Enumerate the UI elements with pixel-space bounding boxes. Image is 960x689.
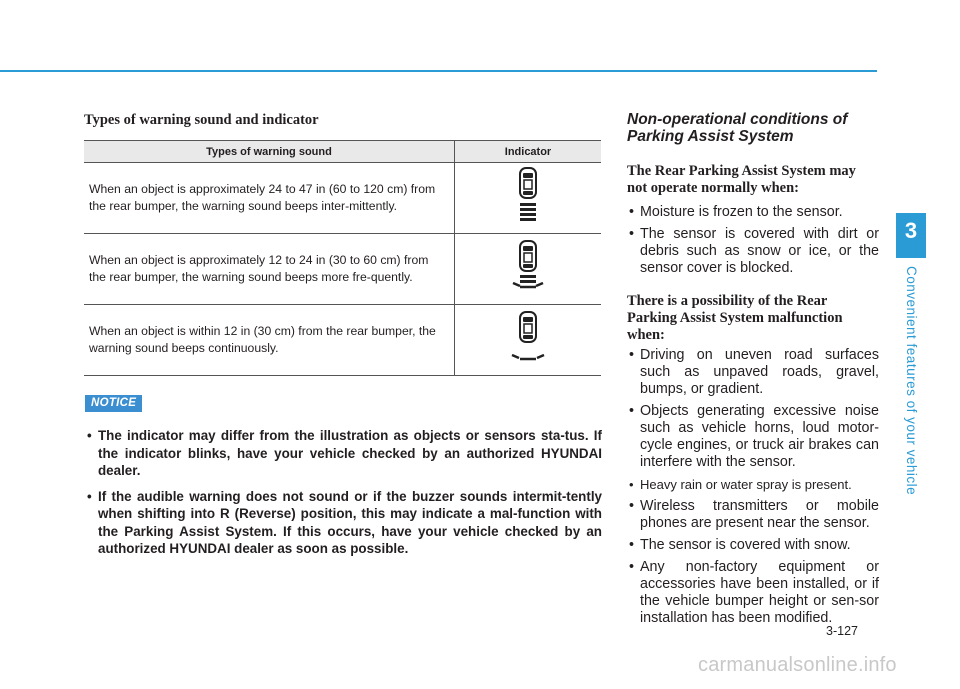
top-rule xyxy=(0,70,877,72)
indicator-cell xyxy=(455,234,602,305)
indicator-cell xyxy=(455,163,602,234)
condition-list xyxy=(627,204,879,277)
car-rear-sensor-stage3-icon xyxy=(508,310,548,366)
warning-table xyxy=(84,140,601,376)
chapter-number: 3 xyxy=(904,218,918,243)
malfunction-list xyxy=(627,347,879,627)
section-title: Types of warning sound and indicator xyxy=(84,112,319,128)
warning-sound-text: When an object is approximately 24 to 47 in (60 to 120 cm) from the rear bumper, the warning sound beeps inter-mittently. xyxy=(84,163,455,234)
list-item: • Driving on uneven road surfaces such as unpaved roads, gravel, bumps, or gradient. xyxy=(627,347,879,398)
watermark: carmanualsonline.info xyxy=(698,654,897,676)
list-item: • The sensor is covered with snow. xyxy=(627,537,879,554)
column-header-sound: Types of warning sound xyxy=(84,141,455,163)
column-header-indicator: Indicator xyxy=(455,141,602,163)
right-column xyxy=(627,111,879,632)
notice-list xyxy=(84,427,602,566)
car-rear-sensor-stage1-icon xyxy=(516,166,540,226)
warning-sound-text: When an object is within 12 in (30 cm) from the rear bumper, the warning sound beeps continuously. xyxy=(84,305,455,376)
list-item: • Heavy rain or water spray is present. xyxy=(627,476,879,493)
table-row xyxy=(84,234,601,305)
list-item: • Wireless transmitters or mobile phones are present near the sensor. xyxy=(627,498,879,532)
table-row xyxy=(84,163,601,234)
subheading: There is a possibility of the Rear Parking Assist System malfunction when: xyxy=(627,293,843,343)
notice-label: NOTICE xyxy=(85,395,142,412)
list-item: • If the audible warning does not sound or if the buzzer sounds intermit-tently when shifting into R (Reverse) position, this may indicate a mal-function with the Parking Assist System. If this occurs, have your vehicle checked by an authorized HYUNDAI dealer as soon as possible. xyxy=(84,488,602,558)
subheading: The Rear Parking Assist System may not operate normally when: xyxy=(627,163,856,196)
list-item: • The sensor is covered with dirt or debris such as snow or ice, or the sensor cover is blocked. xyxy=(627,226,879,277)
warning-sound-text: When an object is approximately 12 to 24 in (30 to 60 cm) from the rear bumper, the warning sound beeps more fre-quently. xyxy=(84,234,455,305)
list-item: • Any non-factory equipment or accessories have been installed, or if the vehicle bumper height or sen-sor installation has been modified. xyxy=(627,559,879,627)
list-item: • Moisture is frozen to the sensor. xyxy=(627,204,879,221)
indicator-cell xyxy=(455,305,602,376)
table-header-row xyxy=(84,141,601,163)
page-number: 3-127 xyxy=(826,624,858,638)
list-item: • Objects generating excessive noise such as vehicle horns, loud motor-cycle engines, or truck air brakes can interfere with the sensor. xyxy=(627,403,879,471)
list-item: • The indicator may differ from the illustration as objects or sensors sta-tus. If the indicator blinks, have your vehicle checked by an authorized HYUNDAI dealer. xyxy=(84,427,602,480)
section-heading: Non-operational conditions of Parking Assist System xyxy=(627,111,848,145)
car-rear-sensor-stage2-icon xyxy=(508,239,548,295)
chapter-title: Convenient features of your vehicle xyxy=(904,266,919,496)
table-row xyxy=(84,305,601,376)
